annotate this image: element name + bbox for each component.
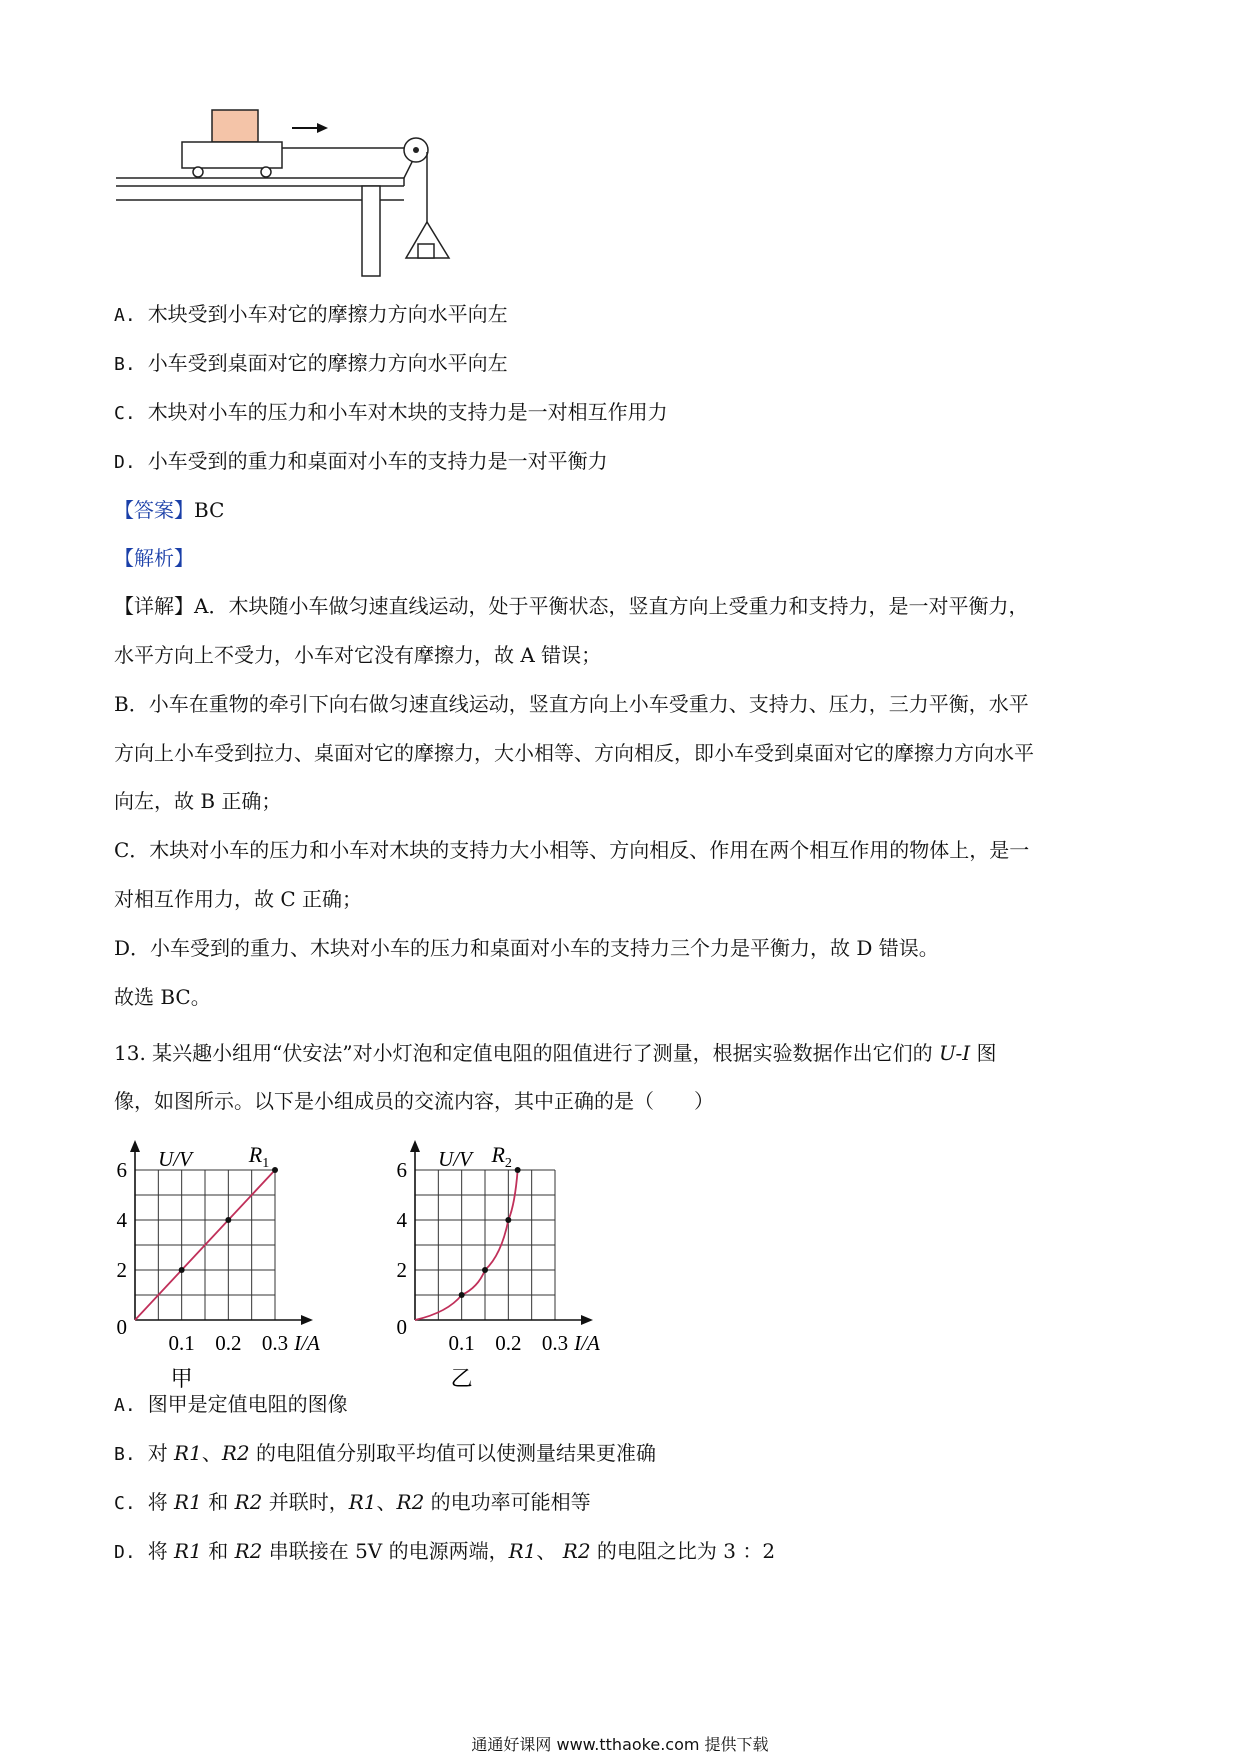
- q13-option-c: [114, 1488, 591, 1518]
- answer-value: BC: [194, 498, 225, 522]
- x-axis-arrow: [581, 1315, 593, 1325]
- option-text: 和: [201, 1539, 235, 1563]
- y-tick-label: 6: [396, 1158, 407, 1182]
- question-13-line1: 13. 某兴趣小组用“伏安法”对小灯泡和定值电阻的阻值进行了测量，根据实验数据作出它们的 U-I 图: [114, 1041, 997, 1065]
- option-text: 小车受到桌面对它的摩擦力方向水平向左: [147, 351, 508, 375]
- y-axis-label: U/V: [158, 1147, 192, 1171]
- x-axis-label: I/A: [574, 1331, 600, 1355]
- wooden-block: [212, 110, 258, 142]
- data-point: [515, 1167, 521, 1173]
- resistor-symbol: R2: [234, 1490, 263, 1514]
- resistor-symbol: R1: [174, 1441, 202, 1465]
- footer: 通通好课网 www.tthaoke.com 提供下载: [471, 1735, 769, 1754]
- x-tick-label: 0.3: [261, 1331, 289, 1355]
- option-letter: B.: [114, 1444, 136, 1465]
- data-point: [225, 1217, 231, 1223]
- q13-option-d: [114, 1537, 775, 1567]
- option-text: 串联接在 5V 的电源两端，: [262, 1539, 509, 1563]
- resistor-symbol: R1: [174, 1539, 202, 1563]
- origin-label: 0: [116, 1315, 127, 1339]
- explanation-line: 对相互作用力，故 C 正确；: [114, 887, 363, 911]
- y-tick-label: 4: [396, 1208, 407, 1232]
- graph-caption: 乙: [450, 1366, 473, 1390]
- analysis-label: 【解析】: [114, 546, 194, 570]
- x-tick-label: 0.2: [495, 1331, 522, 1355]
- y-tick-label: 2: [116, 1258, 127, 1282]
- option-text: 的电阻之比为 3 ：2: [590, 1539, 776, 1563]
- weight: [418, 244, 434, 258]
- cart-wheel: [261, 167, 271, 177]
- resistor-symbol: R2: [562, 1539, 591, 1563]
- cart-pulley-figure: [114, 106, 474, 278]
- option-text: 的电阻值分别取平均值可以使测量结果更准确: [249, 1441, 656, 1465]
- x-tick-label: 0.3: [541, 1331, 569, 1355]
- answer-line: [114, 496, 224, 524]
- option-a: [114, 300, 508, 330]
- motion-arrow-head: [317, 123, 328, 133]
- option-text: 将: [147, 1539, 175, 1563]
- data-point: [505, 1217, 511, 1223]
- option-c: [114, 398, 668, 428]
- x-axis-arrow: [301, 1315, 313, 1325]
- resistor-symbol: R1: [348, 1490, 377, 1514]
- option-letter: B.: [114, 354, 136, 375]
- option-text: 的电功率可能相等: [424, 1490, 591, 1514]
- explanation-line: 故选 BC。: [114, 985, 211, 1009]
- option-text: 木块对小车的压力和小车对木块的支持力是一对相互作用力: [147, 400, 668, 424]
- option-text: 小车受到的重力和桌面对小车的支持力是一对平衡力: [147, 449, 608, 473]
- resistor-symbol: R1: [508, 1539, 537, 1563]
- graph-yi: [390, 1130, 650, 1390]
- option-d: [114, 447, 608, 477]
- q13-option-b: [114, 1439, 656, 1469]
- x-tick-label: 0.1: [168, 1331, 195, 1355]
- option-text: 并联时，: [262, 1490, 349, 1514]
- q13-option-a: [114, 1390, 348, 1420]
- data-point: [459, 1292, 465, 1298]
- option-text: 将: [147, 1490, 175, 1514]
- resistor-symbol: R2: [234, 1539, 263, 1563]
- curve-label: $R_1$: [248, 1142, 270, 1171]
- y-tick-label: 2: [396, 1258, 407, 1282]
- option-letter: D.: [114, 452, 136, 473]
- option-text: 、: [376, 1490, 397, 1514]
- table-leg: [362, 186, 380, 276]
- explanation-line: D．小车受到的重力、木块对小车的压力和桌面对小车的支持力三个力是平衡力，故 D 错误。: [114, 936, 939, 960]
- y-tick-label: 4: [116, 1208, 127, 1232]
- x-tick-label: 0.2: [215, 1331, 242, 1355]
- cart-body: [182, 142, 282, 168]
- curve-label: $R_2$: [491, 1142, 512, 1171]
- pulley-axle: [413, 147, 419, 153]
- y-axis-arrow: [410, 1140, 420, 1152]
- option-letter: D.: [114, 1542, 136, 1563]
- data-point: [179, 1267, 185, 1273]
- question-13-line2: 像，如图所示。以下是小组成员的交流内容，其中正确的是（ ）: [114, 1089, 714, 1113]
- x-axis-label: I/A: [294, 1331, 320, 1355]
- origin-label: 0: [396, 1315, 407, 1339]
- y-axis-arrow: [130, 1140, 140, 1152]
- option-text: 图甲是定值电阻的图像: [147, 1392, 348, 1416]
- explanation-line: 向左，故 B 正确；: [114, 789, 282, 813]
- option-letter: A.: [114, 1395, 136, 1416]
- option-text: 和: [201, 1490, 235, 1514]
- graph-caption: 甲: [170, 1366, 193, 1390]
- option-text: 、: [536, 1539, 563, 1563]
- option-text: 、: [201, 1441, 222, 1465]
- resistor-symbol: R1: [174, 1490, 202, 1514]
- explanation-line: 【详解】A．木块随小车做匀速直线运动，处于平衡状态，竖直方向上受重力和支持力，是一对平衡力，: [114, 594, 1029, 618]
- cart-wheel: [193, 167, 203, 177]
- resistor-symbol: R2: [396, 1490, 425, 1514]
- explanation-line: B．小车在重物的牵引下向右做匀速直线运动，竖直方向上小车受重力、支持力、压力，三力平衡，水平: [114, 692, 1029, 716]
- explanation-line: 方向上小车受到拉力、桌面对它的摩擦力，大小相等、方向相反，即小车受到桌面对它的摩擦力方向水平: [114, 741, 1034, 765]
- x-tick-label: 0.1: [448, 1331, 475, 1355]
- explanation-line: 水平方向上不受力，小车对它没有摩擦力，故 A 错误；: [114, 643, 602, 667]
- resistor-symbol: R2: [221, 1441, 250, 1465]
- option-text: 对: [147, 1441, 175, 1465]
- y-axis-label: U/V: [438, 1147, 472, 1171]
- option-letter: C.: [114, 403, 136, 424]
- data-point: [272, 1167, 278, 1173]
- y-tick-label: 6: [116, 1158, 127, 1182]
- option-letter: A.: [114, 305, 136, 326]
- option-letter: C.: [114, 1493, 136, 1514]
- answer-label: 【答案】: [114, 498, 194, 522]
- option-b: [114, 349, 508, 379]
- option-text: 木块受到小车对它的摩擦力方向水平向左: [147, 302, 508, 326]
- graph-jia: [110, 1130, 370, 1390]
- explanation-line: C．木块对小车的压力和小车对木块的支持力大小相等、方向相反、作用在两个相互作用的物体上，是一: [114, 838, 1030, 862]
- data-point: [482, 1267, 488, 1273]
